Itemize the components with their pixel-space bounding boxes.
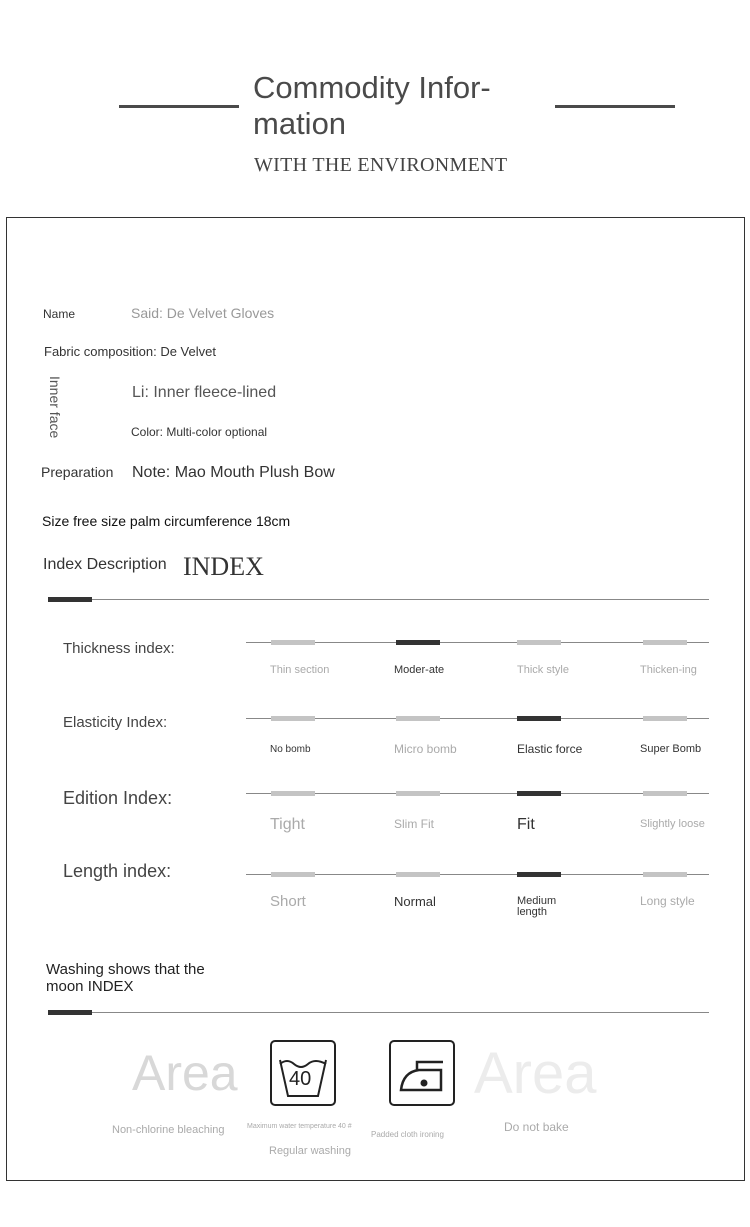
do-not-bake-caption: Do not bake: [504, 1120, 569, 1134]
index-segment-selected: [517, 872, 561, 877]
index-row-label: Thickness index:: [63, 640, 175, 657]
washing-title-line-2: moon INDEX: [46, 978, 134, 995]
max-temp-caption: Maximum water temperature 40 #: [247, 1123, 352, 1130]
washing-section-mark: [48, 1010, 92, 1015]
page-title-line-1: Commodity Infor-: [253, 70, 491, 105]
name-value: Said: De Velvet Gloves: [131, 305, 275, 321]
index-big-title: INDEX: [183, 552, 264, 581]
washing-title-line-1: Washing shows that the: [46, 961, 205, 978]
index-row-label: Elasticity Index:: [63, 714, 168, 731]
index-option-label: Normal: [394, 894, 436, 909]
note-value: Note: Mao Mouth Plush Bow: [132, 464, 335, 481]
page-title: [253, 70, 543, 142]
index-option-label: Slightly loose: [640, 818, 705, 830]
index-option-label: Micro bomb: [394, 742, 457, 756]
size-value: Size free size palm circumference 18cm: [42, 513, 291, 529]
header-left-rule: [119, 105, 239, 108]
index-option-label: Moder-ate: [394, 664, 445, 676]
index-segment: [643, 640, 687, 645]
iron-icon: [389, 1040, 455, 1106]
index-row-label: Edition Index:: [63, 788, 173, 808]
index-segment: [271, 716, 315, 721]
index-option-label: Short: [270, 893, 306, 910]
index-option-label: Super Bomb: [640, 743, 702, 755]
index-segment: [271, 640, 315, 645]
index-option-label: Slim Fit: [394, 817, 434, 831]
index-segment-selected: [517, 791, 561, 796]
index-option-label: Thicken-ing: [640, 664, 697, 676]
index-segment: [396, 791, 440, 796]
fabric-composition: Fabric composition: De Velvet: [44, 344, 216, 359]
name-label: Name: [43, 307, 76, 321]
area-right-text: Area: [474, 1041, 597, 1106]
index-option-label: Tight: [270, 816, 305, 833]
non-chlorine-caption: Non-chlorine bleaching: [112, 1124, 225, 1136]
washing-title: [46, 961, 205, 995]
padded-ironing-caption: Padded cloth ironing: [371, 1130, 444, 1139]
index-description-title: Index Description: [43, 556, 167, 573]
index-segment: [271, 791, 315, 796]
index-track: [246, 793, 709, 794]
inner-face-label: Inner face: [47, 376, 63, 439]
iron-shape-icon: [391, 1042, 453, 1104]
index-track: [246, 642, 709, 643]
lining-value: Li: Inner fleece-lined: [132, 384, 277, 401]
index-option-label: Fit: [517, 816, 535, 833]
wash-40-icon: [270, 1040, 336, 1106]
index-segment-selected: [517, 716, 561, 721]
area-left-text: Area: [132, 1045, 238, 1101]
index-segment: [643, 791, 687, 796]
index-option-label: Long style: [640, 894, 695, 908]
index-track: [246, 718, 709, 719]
index-segment: [643, 872, 687, 877]
info-card: [6, 217, 745, 1181]
index-option-label: Thick style: [517, 664, 569, 676]
index-segment: [643, 716, 687, 721]
page-title-line-2: mation: [253, 106, 347, 141]
index-option-label: Elastic force: [517, 742, 583, 756]
index-row-label: Length index:: [63, 861, 172, 881]
color-value: Color: Multi-color optional: [131, 425, 268, 439]
index-option-label: Medium length: [517, 895, 557, 918]
index-segment: [396, 716, 440, 721]
page-subtitle: WITH THE ENVIRONMENT: [254, 154, 508, 176]
index-segment: [517, 640, 561, 645]
header-right-rule: [555, 105, 675, 108]
wash-temp-label: 40: [289, 1068, 312, 1090]
washing-section-rule: [48, 1012, 709, 1013]
index-option-label: Thin section: [270, 664, 330, 676]
index-segment: [396, 872, 440, 877]
index-segment-selected: [396, 640, 440, 645]
index-track: [246, 874, 709, 875]
index-section-rule: [48, 599, 709, 600]
index-section-mark: [48, 597, 92, 602]
index-option-label: No bomb: [270, 744, 311, 755]
index-segment: [271, 872, 315, 877]
regular-washing-caption: Regular washing: [269, 1145, 351, 1157]
preparation-label: Preparation: [41, 464, 114, 480]
